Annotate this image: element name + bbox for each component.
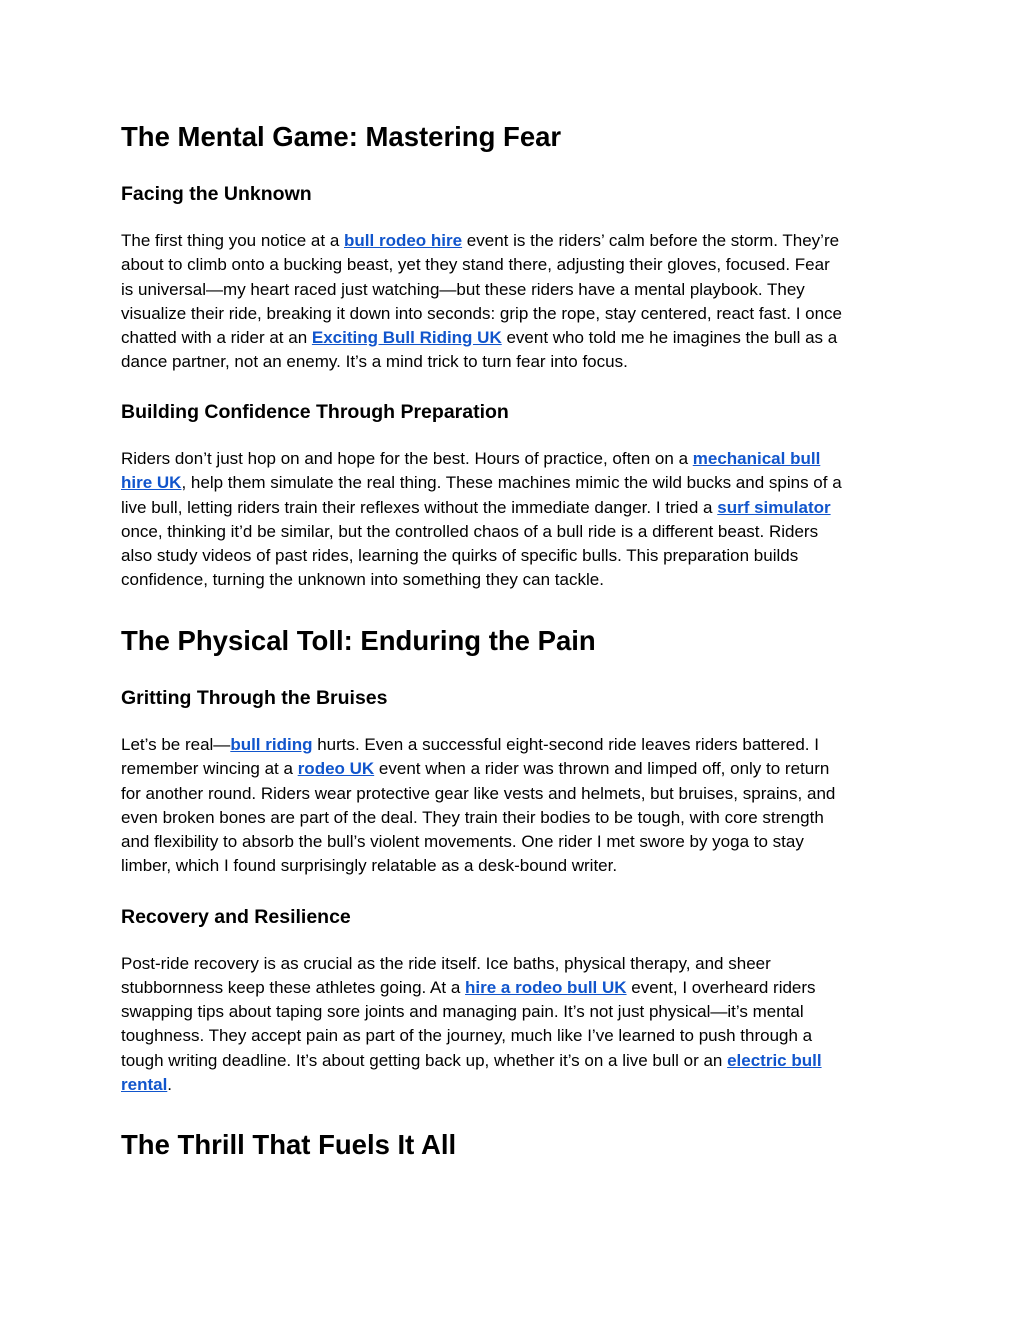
paragraph-line <box>121 733 819 757</box>
text-run: once, thinking it’d be similar, but the controlled chaos of a bull ride is a different beast. Riders <box>121 522 819 541</box>
link-mechanical-bull-hire-uk[interactable]: mechanical bull <box>692 449 821 468</box>
text-run: about to climb onto a bucking beast, yet they stand there, adjusting their gloves, focused. Fear <box>121 255 830 274</box>
paragraph-line <box>121 447 820 471</box>
link-mechanical-bull-hire-uk[interactable]: hire UK <box>121 473 182 492</box>
text-run: swapping tips about taping sore joints and managing pain. It’s not just physical—it’s mental <box>121 1002 804 1021</box>
paragraph-line <box>121 302 842 326</box>
paragraph-line <box>121 757 829 781</box>
text-run: even broken bones are part of the deal. They train their bodies to be tough, with core strength <box>121 808 824 827</box>
paragraph-line <box>121 1073 172 1097</box>
link-hire-a-rodeo-bull-uk[interactable]: hire a rodeo bull UK <box>465 978 627 997</box>
text-run: and flexibility to absorb the bull’s violent movements. One rider I met swore by yoga to stay <box>121 832 804 851</box>
link-bull-rodeo-hire[interactable]: bull rodeo hire <box>344 231 463 250</box>
text-run: Let’s be real— <box>121 735 231 754</box>
paragraph-line <box>121 496 831 520</box>
paragraph-line <box>121 952 771 976</box>
section-title: The Mental Game: Mastering Fear <box>121 121 562 152</box>
paragraph-line <box>121 854 617 878</box>
paragraph-line <box>121 976 816 1000</box>
section-title: The Thrill That Fuels It All <box>121 1129 457 1160</box>
text-run: event who told me he imagines the bull as a <box>501 328 838 347</box>
subsection-heading: Recovery and Resilience <box>121 906 351 928</box>
link-electric-bull-rental[interactable]: electric bull <box>727 1051 822 1070</box>
paragraph-line <box>121 568 604 592</box>
text-run: remember wincing at a <box>121 759 298 778</box>
text-run: Post-ride recovery is as crucial as the ride itself. Ice baths, physical therapy, and sheer <box>121 954 771 973</box>
text-run: dance partner, not an enemy. It’s a mind trick to turn fear into focus. <box>121 352 628 371</box>
text-run: limber, which I found surprisingly relatable as a desk-bound writer. <box>121 856 618 875</box>
paragraph-line <box>121 830 804 854</box>
text-run: for another round. Riders wear protective gear like vests and helmets, but bruises, sprains, and <box>121 784 836 803</box>
link-exciting-bull-riding-uk[interactable]: Exciting Bull Riding UK <box>311 328 502 347</box>
link-bull-riding[interactable]: bull riding <box>230 735 313 754</box>
text-run: event, I overheard riders <box>626 978 816 997</box>
paragraph-line <box>121 1049 822 1073</box>
paragraph-line <box>121 1000 804 1024</box>
text-run: The first thing you notice at a <box>121 231 345 250</box>
text-run: toughness. They accept pain as part of the journey, much like I’ve learned to push through a <box>121 1026 813 1045</box>
subsection-heading: Facing the Unknown <box>121 183 312 205</box>
text-run: . <box>167 1075 173 1094</box>
text-run: visualize their ride, breaking it down into seconds: grip the rope, stay centered, react fast. I once <box>121 304 842 323</box>
paragraph-line <box>121 326 837 350</box>
text-run: also study videos of past rides, learning the quirks of specific bulls. This preparation builds <box>121 546 799 565</box>
paragraph-line <box>121 806 824 830</box>
paragraph-line <box>121 229 839 253</box>
text-run: is universal—my heart raced just watching—but these riders have a mental playbook. They <box>121 280 805 299</box>
paragraph-line <box>121 520 818 544</box>
paragraph-line <box>121 350 628 374</box>
text-run: event when a rider was thrown and limped off, only to return <box>374 759 830 778</box>
link-surf-simulator[interactable]: surf simulator <box>717 498 831 517</box>
text-run: stubbornness keep these athletes going. At a <box>121 978 466 997</box>
paragraph-line <box>121 471 842 495</box>
subsection-heading: Building Confidence Through Preparation <box>121 401 509 423</box>
text-run: live bull, letting riders train their reflexes without the immediate danger. I tried a <box>121 498 718 517</box>
text-run: , help them simulate the real thing. These machines mimic the wild bucks and spins of a <box>181 473 842 492</box>
text-run: hurts. Even a successful eight-second ride leaves riders battered. I <box>312 735 819 754</box>
text-run: chatted with a rider at an <box>121 328 312 347</box>
link-rodeo-uk[interactable]: rodeo UK <box>297 759 375 778</box>
paragraph-line <box>121 278 805 302</box>
section-title: The Physical Toll: Enduring the Pain <box>121 625 596 656</box>
text-run: Riders don’t just hop on and hope for the best. Hours of practice, often on a <box>121 449 693 468</box>
link-electric-bull-rental[interactable]: rental <box>121 1075 168 1094</box>
subsection-heading: Gritting Through the Bruises <box>121 687 388 709</box>
text-run: confidence, turning the unknown into something they can tackle. <box>121 570 604 589</box>
paragraph-line <box>121 544 798 568</box>
paragraph-line <box>121 782 835 806</box>
text-run: event is the riders’ calm before the storm. They’re <box>462 231 840 250</box>
paragraph-line <box>121 253 830 277</box>
text-run: tough writing deadline. It’s about getting back up, whether it’s on a live bull or an <box>121 1051 728 1070</box>
paragraph-line <box>121 1024 812 1048</box>
